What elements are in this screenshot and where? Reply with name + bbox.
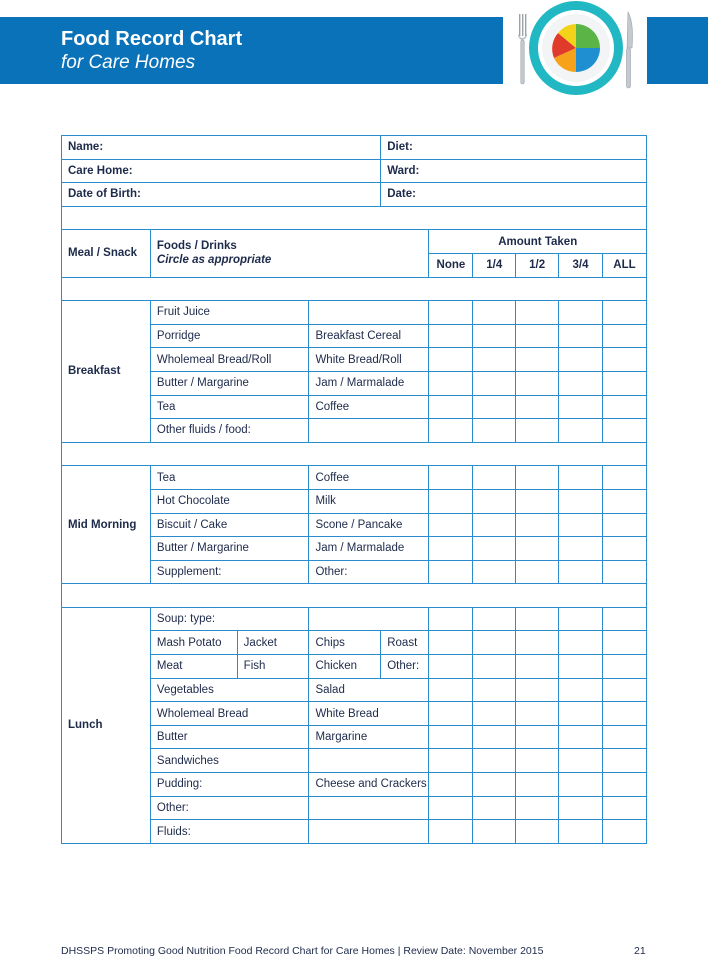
amount-cell[interactable] (429, 560, 473, 584)
spacer-row (62, 206, 647, 230)
amount-cell[interactable] (473, 395, 516, 419)
column-header-row (62, 230, 647, 254)
amount-cell[interactable] (516, 489, 559, 513)
amount-cell[interactable] (429, 655, 473, 679)
details-row-name (62, 136, 647, 160)
date-field[interactable]: Date: (381, 183, 647, 207)
food-item[interactable]: Salad (309, 678, 429, 702)
food-item[interactable]: Other: (381, 655, 429, 679)
amount-cell[interactable] (473, 466, 516, 490)
amount-cell[interactable] (602, 537, 646, 561)
amount-taken-header: Amount Taken (429, 230, 647, 254)
meal-label-breakfast: Breakfast (62, 301, 151, 443)
food-item[interactable]: Pudding: (150, 773, 309, 797)
food-item[interactable] (309, 607, 429, 631)
amount-cell[interactable] (473, 489, 516, 513)
amount-cell[interactable] (559, 395, 603, 419)
amount-cell[interactable] (602, 489, 646, 513)
food-item[interactable]: Mash Potato (150, 631, 237, 655)
amount-cell[interactable] (602, 773, 646, 797)
amount-cell[interactable] (602, 725, 646, 749)
amount-cell[interactable] (559, 607, 603, 631)
amount-cell[interactable] (516, 419, 559, 443)
header-banner-right (647, 17, 708, 84)
amount-cell[interactable] (602, 371, 646, 395)
amount-cell[interactable] (559, 820, 603, 844)
fork-icon (518, 14, 527, 84)
amount-cell[interactable] (516, 631, 559, 655)
amount-cell[interactable] (516, 301, 559, 325)
amount-cell[interactable] (559, 371, 603, 395)
food-item[interactable]: Supplement: (150, 560, 309, 584)
amount-cell[interactable] (559, 489, 603, 513)
meal-label-lunch: Lunch (62, 607, 151, 843)
amount-none-header: None (429, 253, 473, 277)
food-item[interactable]: Chicken (309, 655, 381, 679)
amount-half-header: 1/2 (516, 253, 559, 277)
amount-cell[interactable] (559, 655, 603, 679)
amount-cell[interactable] (602, 466, 646, 490)
amount-cell[interactable] (429, 773, 473, 797)
amount-cell[interactable] (473, 371, 516, 395)
spacer-row (62, 584, 647, 608)
amount-cell[interactable] (429, 607, 473, 631)
amount-cell[interactable] (473, 820, 516, 844)
amount-cell[interactable] (516, 371, 559, 395)
amount-cell[interactable] (429, 631, 473, 655)
amount-cell[interactable] (602, 348, 646, 372)
food-item[interactable] (309, 749, 429, 773)
amount-cell[interactable] (559, 749, 603, 773)
amount-cell[interactable] (516, 348, 559, 372)
amount-cell[interactable] (516, 796, 559, 820)
amount-cell[interactable] (602, 678, 646, 702)
food-item[interactable]: White Bread (309, 702, 429, 726)
food-item[interactable]: Wholemeal Bread (150, 702, 309, 726)
food-item[interactable] (309, 419, 429, 443)
food-item[interactable]: Vegetables (150, 678, 309, 702)
food-item[interactable]: Tea (150, 395, 309, 419)
name-field[interactable]: Name: (62, 136, 381, 160)
foods-column-header (150, 230, 429, 277)
spacer-row (62, 442, 647, 466)
food-item[interactable]: White Bread/Roll (309, 348, 429, 372)
amount-cell[interactable] (429, 537, 473, 561)
food-item[interactable]: Milk (309, 489, 429, 513)
food-item[interactable]: Other fluids / food: (150, 419, 309, 443)
spacer-row (62, 277, 647, 301)
amount-cell[interactable] (473, 301, 516, 325)
table-row (62, 607, 647, 631)
amount-cell[interactable] (516, 560, 559, 584)
amount-cell[interactable] (559, 678, 603, 702)
page-subtitle: for Care Homes (61, 52, 196, 73)
circle-instruction: Circle as appropriate (156, 254, 272, 267)
food-item[interactable]: Soup: type: (150, 607, 309, 631)
amount-cell[interactable] (602, 607, 646, 631)
food-item[interactable]: Margarine (309, 725, 429, 749)
amount-cell[interactable] (602, 560, 646, 584)
amount-cell[interactable] (516, 678, 559, 702)
food-item[interactable]: Biscuit / Cake (150, 513, 309, 537)
details-row-care-home (62, 159, 647, 183)
food-item[interactable]: Butter / Margarine (150, 537, 309, 561)
amount-cell[interactable] (473, 796, 516, 820)
diet-field[interactable]: Diet: (381, 136, 647, 160)
food-item[interactable]: Coffee (309, 395, 429, 419)
meal-label-mid-morning: Mid Morning (62, 466, 151, 584)
amount-cell[interactable] (559, 419, 603, 443)
care-home-field[interactable]: Care Home: (62, 159, 381, 183)
footer-text: DHSSPS Promoting Good Nutrition Food Record Chart for Care Homes | Review Date: November 2015 (61, 945, 544, 957)
food-item[interactable]: Chips (309, 631, 381, 655)
amount-quarter-header: 1/4 (473, 253, 516, 277)
amount-cell[interactable] (429, 466, 473, 490)
amount-cell[interactable] (602, 395, 646, 419)
amount-cell[interactable] (559, 466, 603, 490)
amount-cell[interactable] (429, 796, 473, 820)
amount-cell[interactable] (473, 773, 516, 797)
amount-cell[interactable] (429, 348, 473, 372)
amount-cell[interactable] (516, 702, 559, 726)
food-item[interactable]: Breakfast Cereal (309, 324, 429, 348)
amount-cell[interactable] (429, 419, 473, 443)
amount-cell[interactable] (516, 655, 559, 679)
amount-cell[interactable] (602, 702, 646, 726)
amount-cell[interactable] (516, 725, 559, 749)
food-item[interactable]: Jacket (237, 631, 309, 655)
amount-cell[interactable] (516, 773, 559, 797)
amount-cell[interactable] (473, 725, 516, 749)
amount-cell[interactable] (516, 395, 559, 419)
amount-cell[interactable] (559, 560, 603, 584)
food-item[interactable]: Tea (150, 466, 309, 490)
knife-icon (627, 12, 633, 88)
page-title: Food Record Chart (61, 28, 243, 50)
amount-cell[interactable] (429, 702, 473, 726)
food-item[interactable] (309, 796, 429, 820)
amount-cell[interactable] (429, 489, 473, 513)
amount-cell[interactable] (516, 513, 559, 537)
food-item[interactable]: Meat (150, 655, 237, 679)
amount-cell[interactable] (559, 537, 603, 561)
amount-cell[interactable] (473, 749, 516, 773)
food-item[interactable]: Roast (381, 631, 429, 655)
amount-cell[interactable] (473, 607, 516, 631)
amount-cell[interactable] (602, 513, 646, 537)
food-item[interactable]: Fruit Juice (150, 301, 309, 325)
amount-cell[interactable] (429, 678, 473, 702)
food-item[interactable]: Hot Chocolate (150, 489, 309, 513)
amount-cell[interactable] (516, 537, 559, 561)
food-record-table (61, 135, 647, 844)
food-item[interactable] (309, 820, 429, 844)
amount-cell[interactable] (473, 537, 516, 561)
table-row (62, 301, 647, 325)
amount-cell[interactable] (473, 702, 516, 726)
food-item[interactable]: Sandwiches (150, 749, 309, 773)
eatwell-plate-logo (512, 0, 642, 100)
page-number: 21 (634, 945, 646, 957)
amount-cell[interactable] (473, 655, 516, 679)
amount-all-header: ALL (602, 253, 646, 277)
amount-cell[interactable] (516, 749, 559, 773)
amount-cell[interactable] (602, 324, 646, 348)
amount-cell[interactable] (473, 513, 516, 537)
amount-cell[interactable] (429, 324, 473, 348)
amount-cell[interactable] (516, 466, 559, 490)
amount-cell[interactable] (559, 631, 603, 655)
amount-cell[interactable] (429, 371, 473, 395)
amount-cell[interactable] (559, 348, 603, 372)
amount-cell[interactable] (559, 773, 603, 797)
amount-cell[interactable] (429, 513, 473, 537)
amount-cell[interactable] (602, 301, 646, 325)
amount-cell[interactable] (602, 820, 646, 844)
amount-cell[interactable] (559, 301, 603, 325)
amount-cell[interactable] (429, 749, 473, 773)
amount-cell[interactable] (516, 607, 559, 631)
amount-cell[interactable] (559, 513, 603, 537)
amount-cell[interactable] (429, 301, 473, 325)
foods-header-label: Foods / Drinks (156, 240, 237, 253)
amount-cell[interactable] (559, 725, 603, 749)
amount-cell[interactable] (516, 820, 559, 844)
food-item[interactable]: Other: (309, 560, 429, 584)
amount-cell[interactable] (602, 419, 646, 443)
amount-cell[interactable] (473, 348, 516, 372)
food-item[interactable]: Cheese and Crackers (309, 773, 429, 797)
amount-cell[interactable] (473, 419, 516, 443)
meal-column-header: Meal / Snack (62, 230, 151, 277)
amount-three-quarter-header: 3/4 (559, 253, 603, 277)
details-row-dob (62, 183, 647, 207)
table-row (62, 466, 647, 490)
food-item[interactable]: Wholemeal Bread/Roll (150, 348, 309, 372)
amount-cell[interactable] (429, 395, 473, 419)
amount-cell[interactable] (516, 324, 559, 348)
amount-cell[interactable] (559, 324, 603, 348)
food-item[interactable] (309, 301, 429, 325)
food-item[interactable]: Jam / Marmalade (309, 371, 429, 395)
amount-cell[interactable] (602, 631, 646, 655)
food-item[interactable]: Fluids: (150, 820, 309, 844)
amount-cell[interactable] (602, 655, 646, 679)
amount-cell[interactable] (559, 702, 603, 726)
food-item[interactable]: Butter (150, 725, 309, 749)
food-item[interactable]: Other: (150, 796, 309, 820)
food-item[interactable]: Coffee (309, 466, 429, 490)
amount-cell[interactable] (473, 324, 516, 348)
amount-cell[interactable] (473, 631, 516, 655)
food-item[interactable]: Jam / Marmalade (309, 537, 429, 561)
amount-cell[interactable] (473, 560, 516, 584)
amount-cell[interactable] (602, 796, 646, 820)
amount-cell[interactable] (602, 749, 646, 773)
food-item[interactable]: Butter / Margarine (150, 371, 309, 395)
food-item[interactable]: Fish (237, 655, 309, 679)
amount-cell[interactable] (429, 725, 473, 749)
food-item[interactable]: Scone / Pancake (309, 513, 429, 537)
dob-field[interactable]: Date of Birth: (62, 183, 381, 207)
ward-field[interactable]: Ward: (381, 159, 647, 183)
amount-cell[interactable] (559, 796, 603, 820)
amount-cell[interactable] (429, 820, 473, 844)
food-item[interactable]: Porridge (150, 324, 309, 348)
amount-cell[interactable] (473, 678, 516, 702)
